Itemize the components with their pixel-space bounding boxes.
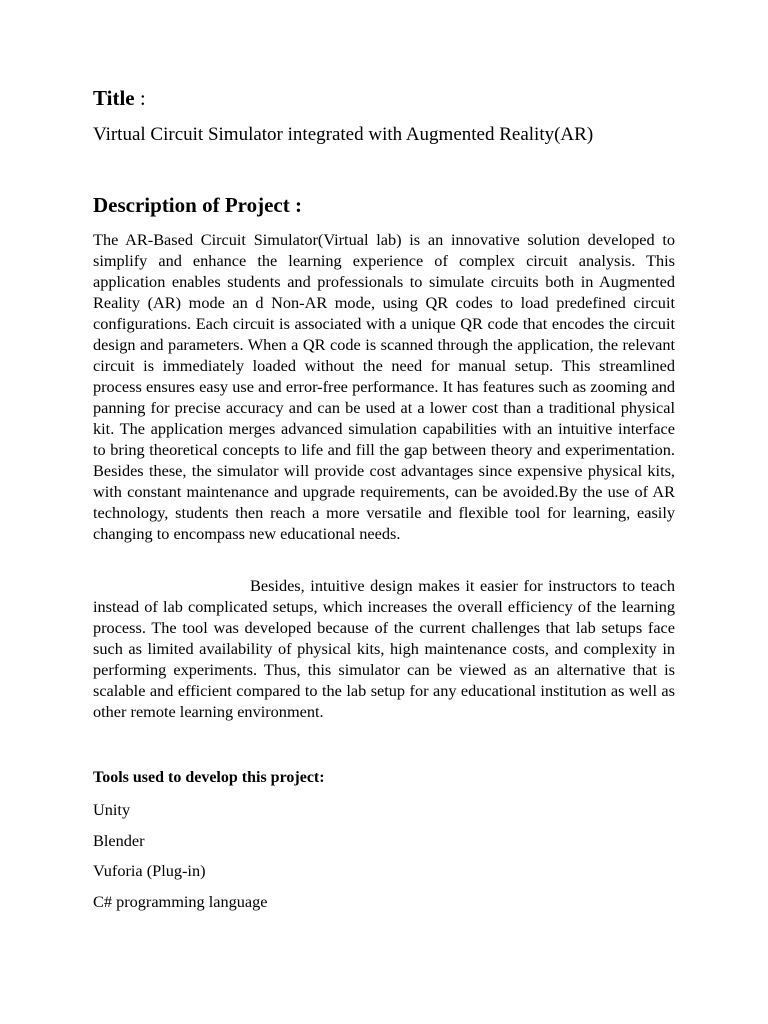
project-title: Virtual Circuit Simulator integrated with Augmented Reality(AR) bbox=[93, 124, 594, 145]
tools-heading: Tools used to develop this project: bbox=[93, 769, 325, 786]
tool-item-vuforia: Vuforia (Plug-in) bbox=[93, 861, 206, 880]
title-separator: : bbox=[134, 86, 146, 110]
description-heading: Description of Project : bbox=[93, 193, 302, 217]
tool-item-csharp: C# programming language bbox=[93, 892, 268, 911]
description-paragraph-2: Besides, intuitive design makes it easier for instructors to teach instead of lab complicated setups, which increases the overall efficiency of the learning process. The tool was developed because of the current challenges that lab setups face such as limited availability of physical kits, high maintenance costs, and complexity in performing experiments. Thus, this simulator can be viewed as an alternative that is scalable and efficient compared to the lab setup for any educational institution as well as other remote learning environment. bbox=[93, 576, 675, 721]
tool-item-unity: Unity bbox=[93, 800, 131, 819]
title-line bbox=[93, 86, 146, 111]
description-paragraph-1: The AR-Based Circuit Simulator(Virtual lab) is an innovative solution developed to simplify and enhance the learning experience of complex circuit analysis. This application enables students and professionals to simulate circuits both in Augmented Reality (AR) mode an d Non-AR mode, using QR codes to load predefined circuit configurations. Each circuit is associated with a unique QR code that encodes the circuit design and parameters. When a QR code is scanned through the application, the relevant circuit is immediately loaded without the need for manual setup. This streamlined process ensures easy use and error-free performance. It has features such as zooming and panning for precise accuracy and can be used at a lower cost than a traditional physical kit. The application merges advanced simulation capabilities with an intuitive interface to bring theoretical concepts to life and fill the gap between theory and experimentation. Besides these, the simulator will provide cost advantages since expensive physical kits, with constant maintenance and upgrade requirements, can be avoided.By the use of AR technology, students then reach a more versatile and flexible tool for learning, easily changing to encompass new educational needs. bbox=[93, 230, 675, 543]
title-label: Title bbox=[93, 86, 135, 110]
tool-item-blender: Blender bbox=[93, 831, 145, 850]
